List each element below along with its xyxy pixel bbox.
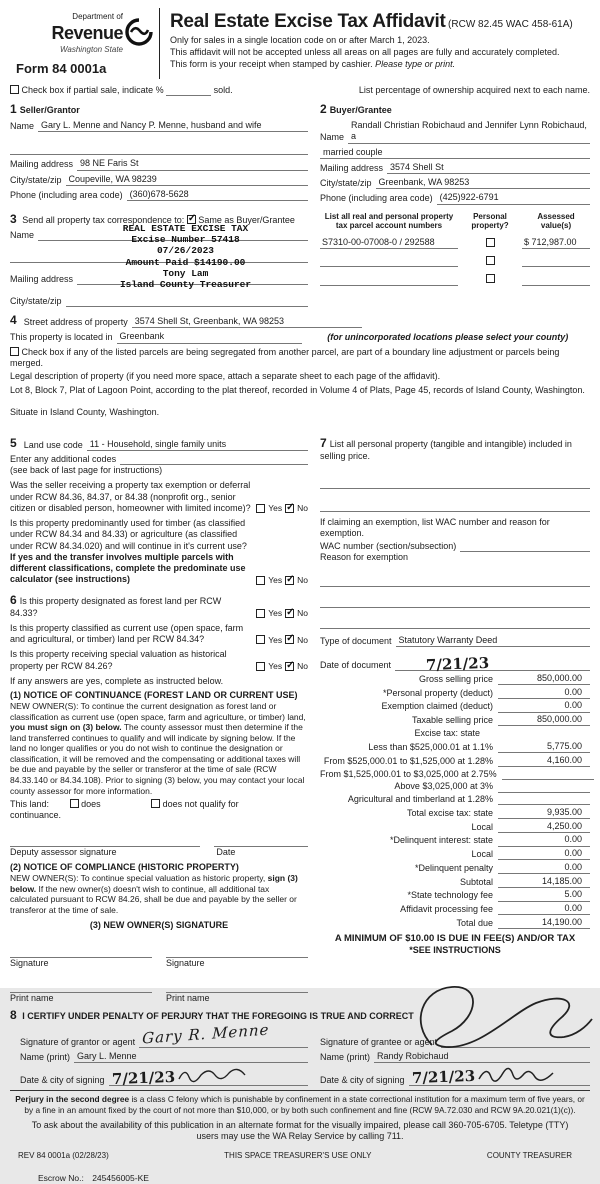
footer-divider xyxy=(10,1090,590,1091)
located-in-label: This property is located in xyxy=(10,332,113,343)
parcel-table xyxy=(320,212,590,308)
signature-label: Signature xyxy=(166,958,205,969)
section-certification: 8 I CERTIFY UNDER PENALTY OF PERJURY THAT THE FOREGOING IS TRUE AND CORRECT Signature of grantor or agent Gary R. Menne Name (print) Gary L. Menne Date & city of signing 7/21/23 Signature of grantee or agent Name (print) Randy Robichaud Date & city of signing 7/21/23 xyxy=(10,1008,590,1086)
escrow-row xyxy=(10,1173,590,1184)
parcel-numbers-header: List all real and personal property tax parcel account numbers xyxy=(324,211,454,230)
grantee-name-label: Name (print) xyxy=(320,1051,371,1062)
escrow-label: Escrow No.: xyxy=(38,1173,84,1184)
timber-yes-checkbox[interactable] xyxy=(256,576,265,585)
new-owner-print-input-1[interactable] xyxy=(10,982,152,993)
personal-property-header: Personal property? xyxy=(471,211,509,230)
personal-property-input-2[interactable] xyxy=(320,501,590,512)
minimum-due-note: A MINIMUM OF $10.00 IS DUE IN FEE(S) AND/OR TAX xyxy=(334,933,576,944)
tax-value-input[interactable]: 0.00 xyxy=(498,862,590,874)
tax-label: Taxable selling price xyxy=(411,715,493,725)
grantor-signature-input[interactable] xyxy=(139,1020,308,1048)
tax-label: From $525,000.01 to $1,525,000 at 1.28% xyxy=(323,755,493,766)
buyer-city-input[interactable]: Greenbank, WA 98253 xyxy=(376,177,590,189)
exemption-no-checkbox[interactable] xyxy=(285,504,294,513)
if-yes-instruction: If any answers are yes, complete as instructed below. xyxy=(10,675,224,686)
legal-description-situate: Situate in Island County, Washington. xyxy=(10,406,160,417)
correspondence-city-input[interactable] xyxy=(66,296,308,307)
title-block xyxy=(170,8,590,79)
correspondence-mailing-label: Mailing address xyxy=(10,273,74,284)
street-address-label: Street address of property xyxy=(23,317,128,327)
assessed-value-input[interactable]: $ 712,987.00 xyxy=(522,237,590,249)
grantor-city-scribble xyxy=(177,1067,247,1085)
street-address-input[interactable]: 3574 Shell St, Greenbank, WA 98253 xyxy=(132,316,362,328)
grantee-signature-input[interactable] xyxy=(441,1037,590,1048)
exemption-question: Was the seller receiving a property tax exemption or deferral under RCW 84.36, 84.37, or 84.38 (nonprofit org., senior citizen or disabled person, homeowner with limited income)? xyxy=(10,480,251,513)
ownership-note: List percentage of ownership acquired next to each name. xyxy=(358,84,590,95)
grantor-name-input[interactable]: Gary L. Menne xyxy=(74,1051,308,1063)
section-designation: 6 Is this property designated as forest land per RCW 84.33? Yes ✓ No Is this property classified as current use (open space, farm and agricultural, or timber) land per RCW 84.34? Yes ✓ No Is this property receiving special valuation as historical property per RCW 84.26? Yes ✓ No If any answers are yes, complete as instructed below. (1) NOTICE OF CONTINUANCE (FOREST LAND OR CURRENT USE) NEW OWNER(S): To continue the current designation as forest land or classification as current use (open space, farm and agriculture, or timber) land, you must sign on (3) below. The county assessor must then determine if the land transferred continues to qualify and will indicate by signing below. If the land no longer qualifies or you do not wish to continue the designation or classification, it will be removed and the compensating or additional taxes will be due and payable by the seller or transferor at the time of sale (RCW 84.33.140 or 84.34.108). Prior to signing (3) below, you may contact your local county assessor for more information. This land: does does not qualify for continuance. Deputy assessor signature Date (2) NOTICE OF COMPLIANCE (HISTORIC PROPERTY) NEW OWNER(S): To continue special valuation as historic property, sign (3) below. If the new owner(s) doesn't wish to continue, all additional tax calculated pursuant to RCW 84.26, shall be due and payable by the seller or transferor at the time of sale. (3) NEW OWNER(S) SIGNATURE Signature Signature Print name Print name xyxy=(10,593,308,1004)
timber-no-checkbox[interactable] xyxy=(285,576,294,585)
exemption-yes-checkbox[interactable] xyxy=(256,504,265,513)
certify-statement: I CERTIFY UNDER PENALTY OF PERJURY THAT THE FOREGOING IS TRUE AND CORRECT xyxy=(22,1010,414,1021)
section-property: 4 Street address of property 3574 Shell St, Greenbank, WA 98253 This property is located in Greenbank (for unincorporated locations please select your county) Check box if any of the listed parcels are being segregated from another parcel, are part of a boundary line adjustment or parcels being merged. Legal description of property (if you need more space, attach a separate sheet to each page of the affidavit). Lot 8, Block 7, Plat of Lagoon Point, according to the plat thereof, recorded in Volume 4 of Plats, Page 45, records of Island County, Washington. Situate in Island County, Washington. xyxy=(10,313,590,432)
does-not-checkbox[interactable] xyxy=(151,799,160,808)
tax-value-input[interactable] xyxy=(498,782,590,793)
grantor-date-city-label: Date & city of signing xyxy=(20,1074,105,1085)
seller-mailing-input[interactable]: 98 NE Faris St xyxy=(77,158,308,170)
additional-codes-input[interactable] xyxy=(120,454,308,465)
tax-label: *Delinquent penalty xyxy=(414,862,493,873)
seller-title: Seller/Grantor xyxy=(19,105,80,115)
grantee-city-scribble xyxy=(477,1065,557,1085)
signature-label: Signature xyxy=(10,958,49,969)
grantee-signature-label: Signature of grantee or agent xyxy=(320,1036,438,1047)
parcel-row xyxy=(320,256,590,267)
assessed-value-input[interactable] xyxy=(522,256,590,267)
tax-label: Affidavit processing fee xyxy=(400,904,493,914)
current-use-yes-checkbox[interactable] xyxy=(256,635,265,644)
stamp-excise-number: Excise Number 57418 xyxy=(131,233,240,245)
form-number: Form 84 0001a xyxy=(16,60,107,76)
forest-no-checkbox[interactable] xyxy=(285,609,294,618)
print-name-label: Print name xyxy=(10,992,54,1003)
partial-sale-label: Check box if partial sale, indicate % xyxy=(21,84,164,95)
rev-number: REV 84 0001a (02/28/23) xyxy=(18,1151,109,1161)
seller-phone-input[interactable]: (360)678-5628 xyxy=(127,189,308,201)
land-use-code-label: Land use code xyxy=(23,439,83,450)
seller-phone-label: Phone (including area code) xyxy=(10,189,123,200)
tax-value-input[interactable]: 0.00 xyxy=(498,848,590,860)
tax-label: Local xyxy=(471,849,493,859)
grantee-name-input[interactable]: Randy Robichaud xyxy=(374,1051,590,1063)
parcel-row xyxy=(320,237,590,249)
buyer-name-label: Name xyxy=(320,132,345,143)
dor-swirl-icon xyxy=(125,18,153,49)
tax-label: *State technology fee xyxy=(407,890,493,901)
tax-label: Above $3,025,000 at 3% xyxy=(394,781,493,792)
section-seller: 1 Seller/Grantor Name Gary L. Menne and Nancy P. Menne, husband and wife Mailing address 98 NE Faris St City/state/zip Coupeville, WA 98239 Phone (including area code) (360)678-5628 xyxy=(10,102,308,205)
treasurer-stamp xyxy=(68,223,303,291)
reason-input-2[interactable] xyxy=(320,597,590,608)
tax-computation xyxy=(320,673,590,956)
tax-label: *Personal property (deduct) xyxy=(382,687,493,698)
buyer-name-input-2[interactable]: married couple xyxy=(320,147,590,159)
tax-value-input[interactable]: 850,000.00 xyxy=(498,714,590,726)
parcel-row xyxy=(320,274,590,285)
county-treasurer-label: COUNTY TREASURER xyxy=(486,1151,572,1161)
unincorporated-note: (for unincorporated locations please select your county) xyxy=(327,332,569,343)
correspondence-city-label: City/state/zip xyxy=(10,296,62,306)
wac-number-input[interactable] xyxy=(460,541,590,552)
exemption-note: If claiming an exemption, list WAC number and reason for exemption. xyxy=(320,517,550,539)
tax-label: Local xyxy=(471,821,493,832)
excise-tax-state-header: Excise tax: state xyxy=(414,728,480,739)
handwritten-grantor-date: 7/21/23 xyxy=(111,1068,175,1089)
see-instructions-note: *SEE INSTRUCTIONS xyxy=(409,944,501,955)
notice-continuance-title: (1) NOTICE OF CONTINUANCE (FOREST LAND OR CURRENT USE) xyxy=(10,690,298,700)
type-or-print-note: Please type or print. xyxy=(375,59,456,70)
stamp-cashier-name: Tony Lam xyxy=(162,268,209,280)
personal-property-input-1[interactable] xyxy=(320,478,590,489)
current-use-question: Is this property classified as current use (open space, farm and agricultural, or timber) land per RCW 84.34? xyxy=(10,622,244,644)
tax-value-input[interactable]: 14,190.00 xyxy=(498,917,590,929)
grantee-date-city-label: Date & city of signing xyxy=(320,1074,405,1085)
tax-value-input[interactable] xyxy=(502,769,594,780)
deputy-assessor-label: Deputy assessor signature xyxy=(10,846,117,857)
tax-value-input[interactable]: 0.00 xyxy=(498,700,590,712)
handwritten-grantee-date: 7/21/23 xyxy=(411,1067,475,1088)
grantor-signature-label: Signature of grantor or agent xyxy=(20,1036,136,1047)
new-owner-print-input-2[interactable] xyxy=(166,982,308,993)
grantor-date-city-input[interactable] xyxy=(109,1067,308,1089)
correspondence-name-label: Name xyxy=(10,229,35,240)
additional-codes-note: (see back of last page for instructions) xyxy=(10,465,163,475)
tax-value-input[interactable] xyxy=(498,794,590,805)
dor-logo-block xyxy=(10,8,160,79)
tax-value-input[interactable]: 0.00 xyxy=(498,687,590,699)
stamp-treasurer: Island County Treasurer xyxy=(119,279,252,291)
historic-yes-checkbox[interactable] xyxy=(256,662,265,671)
buyer-title: Buyer/Grantee xyxy=(329,105,392,115)
section-correspondence: 3 Send all property tax correspondence to: ✓ Same as Buyer/Grantee Name Mailing address City/state/zip REAL ESTATE EXCISE TAX Excise Number 57418 07/26/2023 Amount Paid $14190.00 Tony Lam Island County Treasurer xyxy=(10,212,308,308)
historic-no-checkbox[interactable] xyxy=(285,662,294,671)
treasurer-use-only-label: THIS SPACE TREASURER'S USE ONLY xyxy=(224,1151,372,1161)
continuance-label: continuance. xyxy=(10,810,62,821)
tax-value-input[interactable]: 4,250.00 xyxy=(498,821,590,833)
correspondence-label: Send all property tax correspondence to: xyxy=(22,214,185,225)
personal-property-intro: List all personal property (tangible and intangible) included in selling price. xyxy=(320,438,572,461)
assessed-value-input[interactable] xyxy=(522,275,590,286)
parcel-number-input[interactable] xyxy=(320,275,458,286)
tax-value-input[interactable]: 4,160.00 xyxy=(498,755,590,767)
legal-description-text: Lot 8, Block 7, Plat of Lagoon Point, according to the plat thereof, recorded in Volume 4 of Plats, Page 45, records of Island County, Washington. xyxy=(10,385,585,396)
handwritten-document-date: 7/21/23 xyxy=(425,653,490,675)
stamp-title: REAL ESTATE EXCISE TAX xyxy=(122,222,249,234)
this-land-label: This land: xyxy=(10,799,50,810)
stamp-date: 07/26/2023 xyxy=(156,245,214,257)
seller-name-input[interactable]: Gary L. Menne and Nancy P. Menne, husband and wife xyxy=(38,120,308,132)
deputy-date-input[interactable] xyxy=(214,836,308,847)
reason-input-3[interactable] xyxy=(320,618,590,629)
wac-number-label: WAC number (section/subsection) xyxy=(320,540,457,551)
deputy-assessor-signature-input[interactable] xyxy=(10,836,200,847)
does-label: does xyxy=(81,799,101,810)
does-not-label: does not qualify for xyxy=(162,799,239,810)
header-note-3: This form is your receipt when stamped by cashier. Please type or print. xyxy=(170,59,456,70)
tax-label: Agricultural and timberland at 1.28% xyxy=(347,794,493,804)
tax-label: From $1,525,000.01 to $3,025,000 at 2.75% xyxy=(320,768,497,779)
header-note-1: Only for sales in a single location code on or after March 1, 2023. xyxy=(170,34,430,45)
form-header xyxy=(10,8,590,79)
reason-input-1[interactable] xyxy=(320,576,590,587)
buyer-name-input[interactable]: Randall Christian Robichaud and Jennifer Lynn Robichaud, a xyxy=(348,120,590,144)
reason-for-exemption-label: Reason for exemption xyxy=(320,551,409,562)
tax-label: Gross selling price xyxy=(418,673,493,684)
notice-compliance-title: (2) NOTICE OF COMPLIANCE (HISTORIC PROPERTY) xyxy=(10,861,239,872)
legal-description-label: Legal description of property (if you need more space, attach a separate sheet to each page of the affidavit). xyxy=(10,371,441,381)
buyer-phone-label: Phone (including area code) xyxy=(320,193,433,204)
document-block xyxy=(320,635,590,675)
new-owner-signature-input-1[interactable] xyxy=(10,947,152,958)
grantee-date-city-input[interactable] xyxy=(409,1065,590,1086)
date-of-document-label: Date of document xyxy=(320,660,392,670)
seller-city-label: City/state/zip xyxy=(10,174,62,185)
grantor-name-label: Name (print) xyxy=(20,1051,71,1062)
section-buyer: 2 Buyer/Grantee Name Randall Christian Robichaud and Jennifer Lynn Robichaud, a married couple Mailing address 3574 Shell St City/state/zip Greenbank, WA 98253 Phone (including area code) (425)922-6791 xyxy=(320,102,590,205)
new-owner-signature-input-2[interactable] xyxy=(166,947,308,958)
land-use-code-input[interactable]: 11 - Household, single family units xyxy=(87,439,308,451)
deputy-date-label: Date xyxy=(216,846,236,857)
timber-question: Is this property predominantly used for timber (as classified under RCW 84.34 and 84.33) or agriculture (as classified under RCW 84.34.020) and will continue in it's current use? If yes and the transfer involves multiple parcels with different classifications, complete the predominate use calculator (see instructions) xyxy=(10,518,247,585)
tax-value-input[interactable]: 5.00 xyxy=(498,889,590,901)
segregated-checkbox[interactable] xyxy=(10,347,19,356)
parcel-number-input[interactable] xyxy=(320,256,458,267)
seller-name-label: Name xyxy=(10,121,35,131)
header-note-2: This affidavit will not be accepted unless all areas on all pages are fully and accurately completed. xyxy=(170,47,560,57)
tax-label: Subtotal xyxy=(459,876,493,887)
personal-property-checkbox[interactable] xyxy=(486,256,495,265)
type-of-document-label: Type of document xyxy=(320,636,392,646)
partial-sale-row xyxy=(10,85,590,96)
personal-property-checkbox[interactable] xyxy=(486,274,495,283)
tax-label: Total due xyxy=(456,917,493,928)
buyer-mailing-label: Mailing address xyxy=(320,162,384,173)
tax-label: Total excise tax: state xyxy=(406,807,493,818)
page-title: Real Estate Excise Tax Affidavit xyxy=(170,11,446,32)
revenue-wordmark: Revenue xyxy=(51,23,123,43)
partial-sale-checkbox[interactable] xyxy=(10,85,19,94)
print-name-label: Print name xyxy=(166,992,210,1003)
buyer-city-label: City/state/zip xyxy=(320,178,372,188)
notice-compliance-body: NEW OWNER(S): To continue special valuation as historic property, sign (3) below. If the new owner(s) doesn't wish to continue, all additional tax calculated pursuant to RCW 84.26, shall be due and payable by the seller or transferor at the time of sale. xyxy=(10,873,298,915)
additional-codes-label: Enter any additional codes xyxy=(10,453,117,464)
buyer-mailing-input[interactable]: 3574 Shell St xyxy=(387,162,590,174)
type-of-document-input[interactable]: Statutory Warranty Deed xyxy=(396,635,590,647)
new-owners-signature-title: (3) NEW OWNER(S) SIGNATURE xyxy=(89,920,229,931)
tax-value-input[interactable]: 0.00 xyxy=(498,834,590,846)
seller-city-input[interactable]: Coupeville, WA 98239 xyxy=(66,174,308,186)
assessed-values-header: Assessed value(s) xyxy=(537,211,575,230)
rcw-reference: (RCW 82.45 WAC 458-61A) xyxy=(448,19,573,30)
stamp-amount-paid: Amount Paid $14190.00 xyxy=(125,256,246,268)
tax-value-input[interactable]: 5,775.00 xyxy=(498,741,590,753)
tax-value-input[interactable]: 0.00 xyxy=(498,903,590,915)
perjury-note: Perjury in the second degree is a class C felony which is punishable by confinement in a state correctional institution for a maximum term of five years, or by a fine in an amount fixed by the court of not more than $10,000, or by both such confinement and fine (RCW 9A.72.030 and RCW 9A.20.021(1)(c)). xyxy=(15,1094,585,1115)
sold-label: sold. xyxy=(213,84,233,95)
buyer-phone-input[interactable]: (425)922-6791 xyxy=(437,192,590,204)
seller-mailing-label: Mailing address xyxy=(10,159,74,170)
seller-name-input-2[interactable] xyxy=(10,144,308,155)
tax-label: *Delinquent interest: state xyxy=(389,835,493,846)
escrow-number: 245456005-KE xyxy=(92,1173,149,1184)
date-of-document-input[interactable] xyxy=(395,653,590,675)
personal-property-checkbox[interactable] xyxy=(486,238,495,247)
section-land-use: 5 Land use code 11 - Household, single family units Enter any additional codes (see back of last page for instructions) Was the seller receiving a property tax exemption or deferral under RCW 84.36, 84.37, or 84.38 (nonprofit org., senior citizen or disabled person, homeowner with limited income)? Yes ✓ No Is this property predominantly used for timber (as classified under RCW 84.34 and 84.33) or agriculture (as classified under RCW 84.34.020) and will continue in it's current use? If yes and the transfer involves multiple parcels with different classifications, complete the predominate use calculator (see instructions) Yes ✓ No xyxy=(10,436,308,586)
does-checkbox[interactable] xyxy=(70,799,79,808)
section-personal-property: 7 List all personal property (tangible and intangible) included in selling price. If claiming an exemption, list WAC number and reason for exemption. WAC number (section/subsection) Reason for exemption xyxy=(320,436,590,629)
located-in-input[interactable]: Greenbank xyxy=(117,331,302,343)
tax-label: Less than $525,000.01 at 1.1% xyxy=(368,742,493,752)
parcel-number-input[interactable]: S7310-00-07008-0 / 292588 xyxy=(320,237,458,249)
grantor-signature-text: Gary R. Menne xyxy=(141,1020,270,1048)
tax-value-input[interactable]: 9,935.00 xyxy=(498,807,590,819)
dept-of-label: Department of xyxy=(72,12,123,21)
washington-state-label: Washington State xyxy=(59,44,123,54)
segregated-label: Check box if any of the listed parcels are being segregated from another parcel, are part of a boundary line adjustment or parcels being merged. xyxy=(10,346,560,368)
same-as-buyer-label: Same as Buyer/Grantee xyxy=(198,214,295,225)
current-use-no-checkbox[interactable] xyxy=(285,635,294,644)
tax-label: Exemption claimed (deduct) xyxy=(381,701,493,712)
notice-continuance-body: NEW OWNER(S): To continue the current designation as forest land or classification as current use (open space, farm and agriculture, or timber) land, you must sign on (3) below. The county assessor must then determine if the land transferred continues to qualify and will indicate by signing below. If the land no longer qualifies or you do not wish to continue the designation or classification, it will be removed and the compensating or additional taxes will be due and payable by the seller or transferor at the time of sale (RCW 84.33.140 or 84.34.108). Prior to signing (3) below, you may contact your local county assessor for more information. xyxy=(10,701,306,796)
this-land-row xyxy=(10,799,308,810)
alternate-format-note: To ask about the availability of this publication in an alternate format for the visually impaired, please call 360-705-6705. Teletype (TTY) users may use the WA Relay Service by calling 711. xyxy=(31,1119,569,1142)
tax-value-input[interactable]: 14,185.00 xyxy=(498,876,590,888)
tax-value-input[interactable]: 850,000.00 xyxy=(498,673,590,685)
forest-yes-checkbox[interactable] xyxy=(256,609,265,618)
partial-sale-percent-input[interactable] xyxy=(166,87,211,96)
historic-question: Is this property receiving special valuation as historical property per RCW 84.26? xyxy=(10,649,227,671)
forest-question: Is this property designated as forest land per RCW 84.33? xyxy=(10,595,222,618)
